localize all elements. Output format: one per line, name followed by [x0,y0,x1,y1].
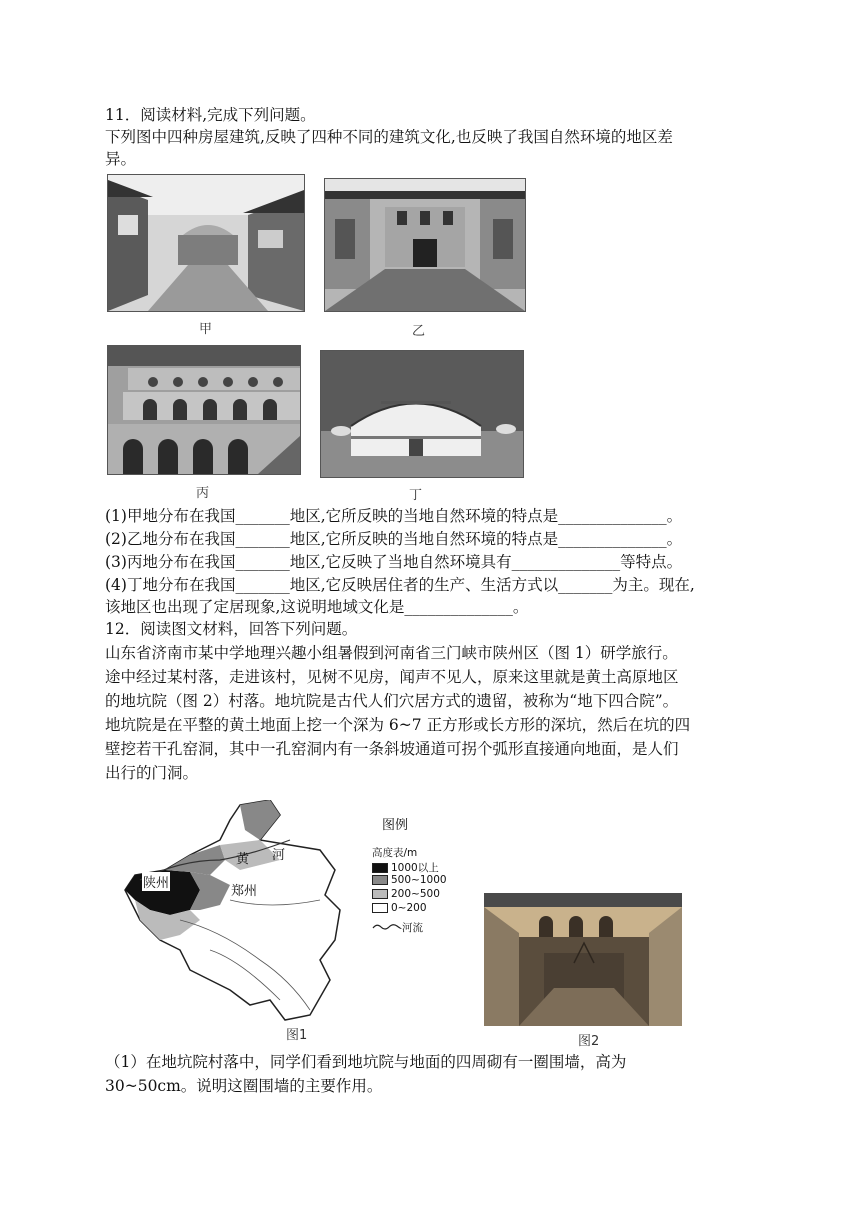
legend-item-1000: 1000以上 [372,860,439,875]
legend-subtitle: 高度表/m [372,847,418,859]
q11-sub4-line1: (4)丁地分布在我国_______地区,它反映居住者的生产、生活方式以_______为主。现在, [105,576,695,594]
legend-swatch-white [372,903,388,913]
q11-intro-line2: 异。 [105,150,137,168]
legend-item-river: 河流 [372,920,423,935]
figure1-caption: 图1 [286,1028,308,1043]
map-label-huang: 黄 [236,852,250,867]
q12-p6: 出行的门洞。 [105,764,199,782]
map-label-zhengzhou: 郑州 [230,880,258,899]
q12-p5: 壁挖若干孔窑洞，其中一孔窑洞内有一条斜坡通道可拐个弧形直接通向地面，是人们 [105,740,679,758]
photo-ding [320,350,524,478]
map-label-shanzhou: 陕州 [142,872,170,891]
caption-bing: 丙 [196,486,210,501]
q12-p4: 地坑院是在平整的黄土地面上挖一个深为 6~7 正方形或长方形的深坑，然后在坑的四 [105,716,691,734]
henan-map [120,800,350,1025]
legend-title: 图例 [382,818,409,833]
q12-title: 12．阅读图文材料，回答下列问题。 [105,620,358,638]
map-label-he: 河 [272,848,286,863]
photo-jia [107,174,305,312]
legend-item-200: 200~500 [372,888,440,900]
q12-p3: 的地坑院（图 2）村落。地坑院是古代人们穴居方式的遗留，被称为“地下四合院”。 [105,692,679,710]
caption-jia: 甲 [199,322,213,337]
photo-yi [324,178,526,312]
legend-swatch-light [372,889,388,899]
q11-sub4-line2: 该地区也出现了定居现象,这说明地域文化是______________。 [105,598,529,616]
q11-sub2: (2)乙地分布在我国_______地区,它所反映的当地自然环境的特点是______________。 [105,530,683,548]
caption-yi: 乙 [412,324,426,339]
q11-sub3: (3)丙地分布在我国_______地区,它反映了当地自然环境具有______________等特点。 [105,553,683,571]
q11-sub1: (1)甲地分布在我国_______地区,它所反映的当地自然环境的特点是______________。 [105,507,683,525]
q12-p2: 途中经过某村落，走进该村，见树不见房，闻声不见人，原来这里就是黄土高原地区 [105,668,679,686]
river-icon [372,922,402,935]
figure2-caption: 图2 [578,1034,600,1049]
q11-intro-line1: 下列图中四种房屋建筑,反映了四种不同的建筑文化,也反映了我国自然环境的地区差 [105,128,673,146]
q11-title: 11．阅读材料,完成下列问题。 [105,106,316,124]
legend-item-0: 0~200 [372,902,427,914]
legend-item-500: 500~1000 [372,874,447,886]
legend-swatch-black [372,863,388,873]
q12-p1: 山东省济南市某中学地理兴趣小组暑假到河南省三门峡市陕州区（图 1）研学旅行。 [105,644,678,662]
legend-swatch-dark [372,875,388,885]
q12-sub1-line1: （1）在地坑院村落中，同学们看到地坑院与地面的四周砌有一圈围墙，高为 [105,1053,627,1071]
caption-ding: 丁 [409,488,423,503]
q12-sub1-line2: 30~50cm。说明这圈围墙的主要作用。 [105,1077,383,1095]
photo-bing [107,345,301,475]
photo-dikengyuan [484,893,682,1026]
